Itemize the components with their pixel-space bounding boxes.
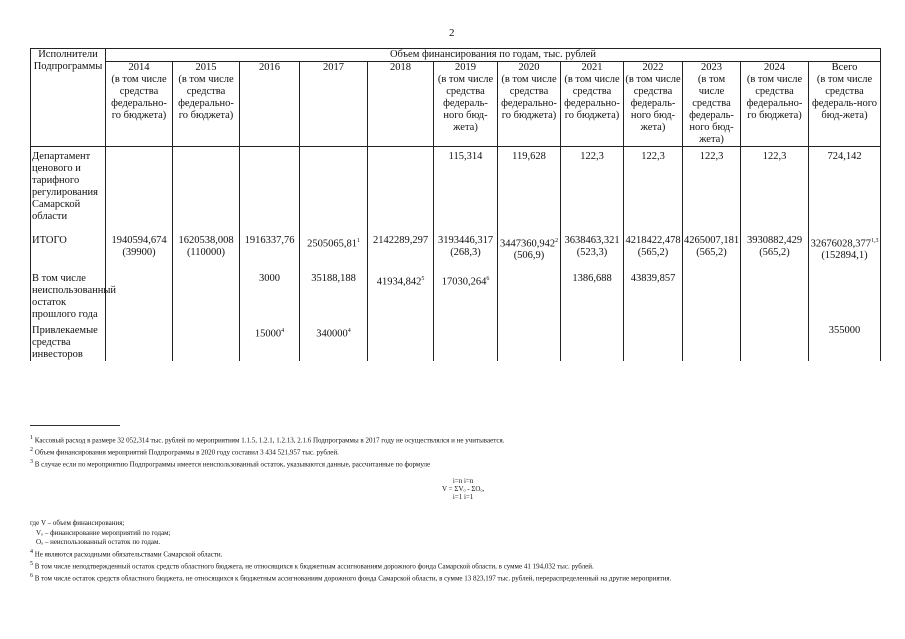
year-label: 2014: [128, 62, 150, 73]
cell-value: 3447360,942: [499, 238, 556, 249]
year-note: (в том числе средства федераль-ного бюд-жета): [437, 74, 494, 133]
table-cell: [368, 321, 434, 361]
footnote-marker: 4: [347, 327, 351, 334]
year-label: 2019: [455, 62, 476, 73]
cell-value: 3638463,321: [564, 234, 620, 246]
year-column-header: [368, 62, 434, 147]
table-cell: [683, 147, 741, 231]
table-row: [31, 147, 881, 231]
footnote-rule: [30, 425, 120, 426]
table-cell: [368, 147, 434, 231]
footnote-6: $^6$ В том числе остаток средств областного бюджета, не относящихся к бюджетным ассигнованиям дорожного фонда Самарской области, в сумме 13 823,197 тыс. рублей, перераспределенный на другие мероприятия.: [30, 572, 672, 582]
year-column-header: [498, 62, 561, 147]
year-note: (в том числе средства федераль-ного бюд-жета): [625, 74, 681, 133]
year-label: 2023: [701, 62, 722, 73]
year-column-header: [809, 62, 881, 147]
cell-value: 340000: [316, 328, 348, 339]
cell-value: 1620538,008: [178, 234, 234, 246]
row-label: В том числе неиспользованный остаток прошлого года: [31, 269, 106, 321]
federal-share: (523,3): [576, 246, 608, 258]
row-label: ИТОГО: [31, 231, 106, 269]
table-cell: [561, 269, 624, 321]
table-row: [31, 231, 881, 269]
formula: i=n i=n V = ΣVₒ - ΣOₒ, i=1 i=1: [442, 477, 485, 501]
year-label: 2016: [259, 62, 280, 73]
table-cell: [173, 231, 240, 269]
cell-value: 3193446,317: [437, 234, 494, 246]
year-label: 2020: [518, 62, 540, 73]
table-cell: [683, 269, 741, 321]
federal-share: (565,2): [759, 246, 790, 258]
cell-value: 122,3: [699, 151, 724, 162]
year-column-header: [106, 62, 173, 147]
table-cell: [300, 321, 368, 361]
table-cell: [300, 147, 368, 231]
cell-value: 115,314: [448, 151, 483, 162]
cell-value: 119,628: [512, 151, 546, 162]
cell-value: 724,142: [827, 151, 862, 162]
table-cell: [683, 321, 741, 361]
cell-value: 1386,688: [572, 272, 612, 284]
year-label: 2015: [195, 62, 217, 73]
table-cell: [561, 147, 624, 231]
footnote-3: $^3$ В случае если по мероприятию Подпрограммы имеется неиспользованный остаток, указываются данные, рассчитанные по формуле: [30, 458, 431, 468]
cell-value: 35188,188: [311, 272, 356, 284]
year-column-header: [434, 62, 498, 147]
table-cell: [368, 231, 434, 269]
footnote-1: $^1$ Кассовый расход в размере 32 052,314 тыс. рублей по мероприятиям 1.1.5, 1.2.1, 1.2.13, 2.1.6 Подпрограммы в 2017 году не осуществлялся и не учитывается.: [30, 435, 505, 445]
federal-share: (110000): [186, 246, 226, 258]
year-column-header: [300, 62, 368, 147]
cell-value: 4265007,181: [684, 234, 740, 246]
table-cell: [240, 321, 300, 361]
cell-value: 1940594,674: [111, 234, 167, 246]
table-cell: [741, 147, 809, 231]
table-cell: [498, 269, 561, 321]
table-cell: [561, 231, 624, 269]
table-cell: [498, 321, 561, 361]
cell-value: 355000: [828, 324, 861, 336]
row-label: Департамент ценового и тарифного регулирования Самарской области: [31, 147, 106, 231]
year-label: 2017: [323, 62, 344, 73]
table-cell: [683, 231, 741, 269]
cell-value: 32676028,377: [810, 238, 871, 249]
table-cell: [498, 147, 561, 231]
table-cell: [741, 321, 809, 361]
year-note: (в том числе средства федерально-го бюджета): [178, 74, 234, 121]
table-cell: [300, 269, 368, 321]
table-cell: [809, 147, 881, 231]
year-note: (в том числе средства федераль-ного бюд-жета): [689, 74, 734, 145]
table-cell: [624, 147, 683, 231]
table-cell: [106, 321, 173, 361]
footnote-4: $^4$ Не являются расходными обязательствами Самарской области.: [30, 548, 223, 559]
federal-share: (506,9): [513, 250, 545, 261]
table-cell: [809, 321, 881, 361]
cell-value: 122,3: [641, 151, 665, 162]
year-note: (в том числе средства федерально-го бюджета): [564, 74, 620, 121]
table-cell: [106, 231, 173, 269]
table-row: [31, 269, 881, 321]
table-cell: [173, 269, 240, 321]
page-number: 2: [449, 27, 455, 39]
footnote-marker: 6: [486, 275, 490, 282]
funding-header: Объем финансирования по годам, тыс. рублей: [106, 49, 881, 62]
footnote-5: $^5$ В том числе неподтвержденный остаток средств областного бюджета, не относящихся к бюджетным ассигнованиям дорожного фонда Самарской области, в сумме 41 194,032 тыс. рублей.: [30, 560, 594, 571]
year-note: (в том числе средства федерально-го бюджета): [111, 74, 167, 121]
federal-share: (152894,1): [821, 250, 868, 261]
footnote-2: $^2$ Объем финансирования мероприятий Подпрограммы в 2020 году составил 3 434 521,957 тыс. рублей.: [30, 446, 339, 457]
table-cell: [624, 269, 683, 321]
cell-value: 2142289,297: [372, 234, 429, 246]
federal-share: (565,2): [637, 246, 669, 258]
table-cell: [741, 269, 809, 321]
table-cell: [434, 147, 498, 231]
where-o: Oₒ – неиспользованный остаток по годам.: [36, 538, 161, 547]
executor-header: Исполнители Подпрограммы: [31, 49, 106, 147]
year-note: (в том числе средства федерально-го бюджета): [501, 74, 557, 121]
federal-share: (565,2): [696, 246, 727, 258]
footnote-marker: 2: [555, 237, 559, 244]
footnote-marker: 1,3: [870, 237, 879, 244]
table-cell: [240, 231, 300, 269]
cell-value: 41934,842: [376, 276, 422, 287]
table-cell: [300, 231, 368, 269]
table-cell: [434, 269, 498, 321]
cell-value: 122,3: [580, 151, 604, 162]
footnote-marker: 5: [421, 275, 425, 282]
where-definition: где V – объем финансирования;: [30, 519, 125, 528]
table-cell: [434, 231, 498, 269]
table-cell: [434, 321, 498, 361]
table-row: [31, 321, 881, 361]
year-label: Всего: [831, 62, 858, 73]
footnote-marker: 4: [281, 327, 285, 334]
year-column-header: [741, 62, 809, 147]
table-cell: [624, 321, 683, 361]
federal-share: (268,3): [450, 246, 481, 258]
table-cell: [173, 147, 240, 231]
table-cell: [741, 231, 809, 269]
table-cell: [106, 147, 173, 231]
cell-value: 3000: [259, 272, 280, 284]
financing-table: [30, 48, 881, 361]
footnote-marker: 1: [356, 237, 360, 244]
year-label: 2021: [581, 62, 603, 73]
year-label: 2018: [390, 62, 411, 73]
row-label: Привлекаемые средства инвесторов: [31, 321, 106, 361]
year-note: (в том числе средства федерально-го бюджета): [746, 74, 803, 121]
cell-value: 3930882,429: [746, 234, 803, 246]
cell-value: 122,3: [762, 151, 787, 162]
table-cell: [809, 231, 881, 269]
table-cell: [368, 269, 434, 321]
federal-share: (39900): [122, 246, 156, 258]
where-v: Vₒ – финансирование мероприятий по годам;: [36, 528, 171, 537]
table-cell: [561, 321, 624, 361]
table-cell: [624, 231, 683, 269]
year-label: 2022: [642, 62, 664, 73]
cell-value: 2505065,81: [307, 238, 357, 249]
year-column-header: [624, 62, 683, 147]
cell-value: 43839,857: [630, 272, 676, 284]
year-note: (в том числе средства федераль-ного бюд-жета): [811, 74, 878, 121]
table-cell: [809, 269, 881, 321]
table-cell: [240, 269, 300, 321]
cell-value: 4218422,478: [625, 234, 681, 246]
table-cell: [498, 231, 561, 269]
table-cell: [173, 321, 240, 361]
cell-value: 17030,264: [441, 276, 487, 287]
year-column-header: [561, 62, 624, 147]
year-column-header: [173, 62, 240, 147]
cell-value: 15000: [254, 328, 282, 339]
year-column-header: [240, 62, 300, 147]
cell-value: 1916337,76: [244, 234, 295, 246]
year-label: 2024: [764, 62, 785, 73]
footnotes: [30, 434, 890, 583]
table-cell: [240, 147, 300, 231]
year-column-header: [683, 62, 741, 147]
